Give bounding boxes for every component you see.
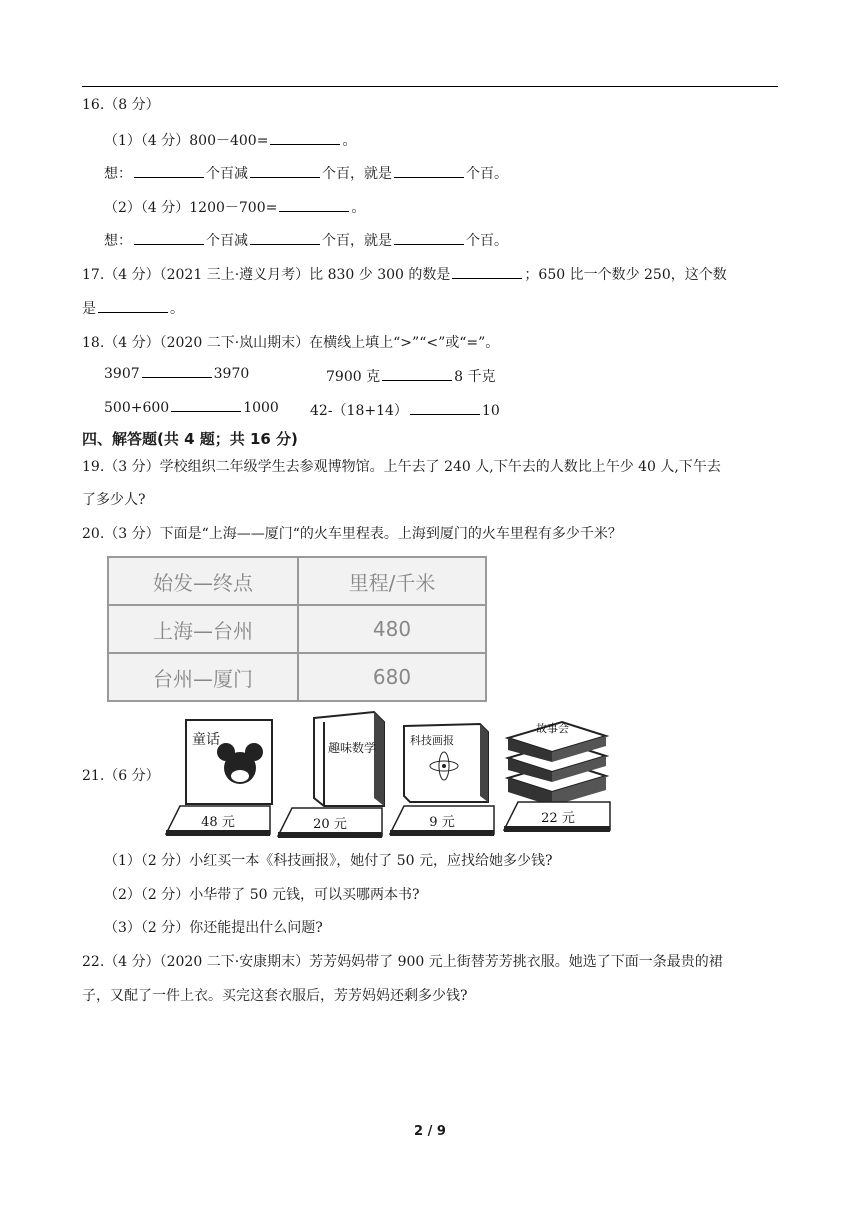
q16-part1 [104,130,356,150]
q16-tail: 个百。 [466,233,508,249]
table-header-cell: 里程/千米 [298,557,486,605]
answer-blank [134,176,204,178]
q17-text-d: 。 [170,301,184,317]
answer-blank [279,210,349,212]
q17-line1 [82,264,727,284]
book-science-pictorial [400,720,492,806]
price-label: 22 元 [541,811,575,826]
q18-heading: 18.（4 分）（2020 二下·岚山期末）在横线上填上“>”“<”或“=”。 [82,335,500,351]
book-title-text: 故事会 [536,722,569,735]
price-tag [164,804,272,838]
table-row [108,605,486,653]
q16-part1-text: （1）（4 分）800－400= [104,133,269,149]
q18-item-a [104,366,249,382]
table-cell: 上海—台州 [108,605,298,653]
table-row [108,653,486,701]
book-title-text: 趣味数学 [328,741,377,755]
page-number: 2 / 9 [414,1124,446,1139]
answer-blank [134,243,204,245]
q18-d-right: 10 [481,403,500,419]
q18-c-right: 1000 [243,400,279,416]
price-tag [276,806,384,840]
book-story-stack [502,708,612,810]
q18-item-d [310,400,500,420]
q17-line2 [82,298,184,318]
answer-blank [394,243,464,245]
section-heading: 四、解答题(共 4 题；共 16 分) [82,430,298,448]
table-header-cell: 始发—终点 [108,557,298,605]
q21-sub2: （2）（2 分）小华带了 50 元钱，可以买哪两本书? [104,887,420,903]
answer-blank [410,413,480,415]
table-header-row [108,557,486,605]
table-cell: 台州—厦门 [108,653,298,701]
q16-part2 [104,197,365,217]
answer-blank [250,176,320,178]
q16-part2-text: （2）（4 分）1200－700= [104,200,278,216]
q19-line1: 19.（3 分）学校组织二年级学生去参观博物馆。上午去了 240 人,下午去的人数比上午少 40 人,下午去 [82,459,721,475]
q18-b-right: 8 千克 [454,369,496,385]
book-title-text: 科技画报 [410,734,454,747]
price-label: 48 元 [201,815,235,830]
q21-sub3: （3）（2 分）你还能提出什么问题? [104,920,323,936]
q16-mid2: 个百，就是 [322,166,392,182]
q19-line2: 了多少人? [82,492,146,508]
answer-blank [250,243,320,245]
q21-heading: 21.（6 分） [82,768,160,784]
answer-blank [142,376,212,378]
q16-mid2: 个百，就是 [322,233,392,249]
answer-blank [382,379,452,381]
think-label: 想： [104,166,132,182]
answer-blank [171,410,241,412]
q17-text-a: 17.（4 分）（2021 三上·遵义月考）比 830 少 300 的数是 [82,267,451,283]
book-fun-math [308,708,388,810]
table-cell: 680 [298,653,486,701]
price-tag [388,804,496,838]
period: 。 [342,133,357,149]
book-title-char: 童话 [192,732,220,748]
book-fairy-tale [182,716,278,808]
answer-blank [452,277,522,279]
q16-tail: 个百。 [466,166,508,182]
think-label: 想： [104,233,132,249]
table-cell: 480 [298,605,486,653]
q18-d-left: 42-（18+14） [310,403,408,419]
q16-think1 [104,163,508,183]
q18-a-right: 3970 [213,366,250,382]
answer-blank [98,311,168,313]
q20-line1: 20.（3 分）下面是“上海——厦门“的火车里程表。上海到厦门的火车里程有多少千米？ [82,526,622,542]
q22-line1: 22.（4 分）（2020 二下·安康期末）芳芳妈妈带了 900 元上街替芳芳挑衣服。她选了下面一条最贵的裙 [82,954,723,970]
q18-a-left: 3907 [104,366,140,382]
price-label: 9 元 [429,815,455,830]
top-rule [82,86,778,87]
period: 。 [351,200,366,216]
price-tag [502,800,612,834]
q16-heading: 16.（8 分） [82,97,160,113]
q16-mid1: 个百减 [206,233,248,249]
q18-item-b [326,366,495,386]
answer-blank [394,176,464,178]
q17-text-c: 是 [82,301,96,317]
q22-line2: 子，又配了一件上衣。买完这套衣服后，芳芳妈妈还剩多少钱? [82,988,468,1004]
q16-think2 [104,230,508,250]
answer-blank [270,143,340,145]
q18-b-left: 7900 克 [326,369,381,385]
price-label: 20 元 [313,817,347,832]
q21-sub1: （1）（2 分）小红买一本《科技画报》，她付了 50 元，应找给她多少钱? [104,853,553,869]
q17-text-b: ；650 比一个数少 250，这个数 [524,267,727,283]
mileage-table [107,556,487,702]
q16-mid1: 个百减 [206,166,248,182]
q18-c-left: 500+600 [104,400,170,416]
q18-item-c [104,400,279,416]
